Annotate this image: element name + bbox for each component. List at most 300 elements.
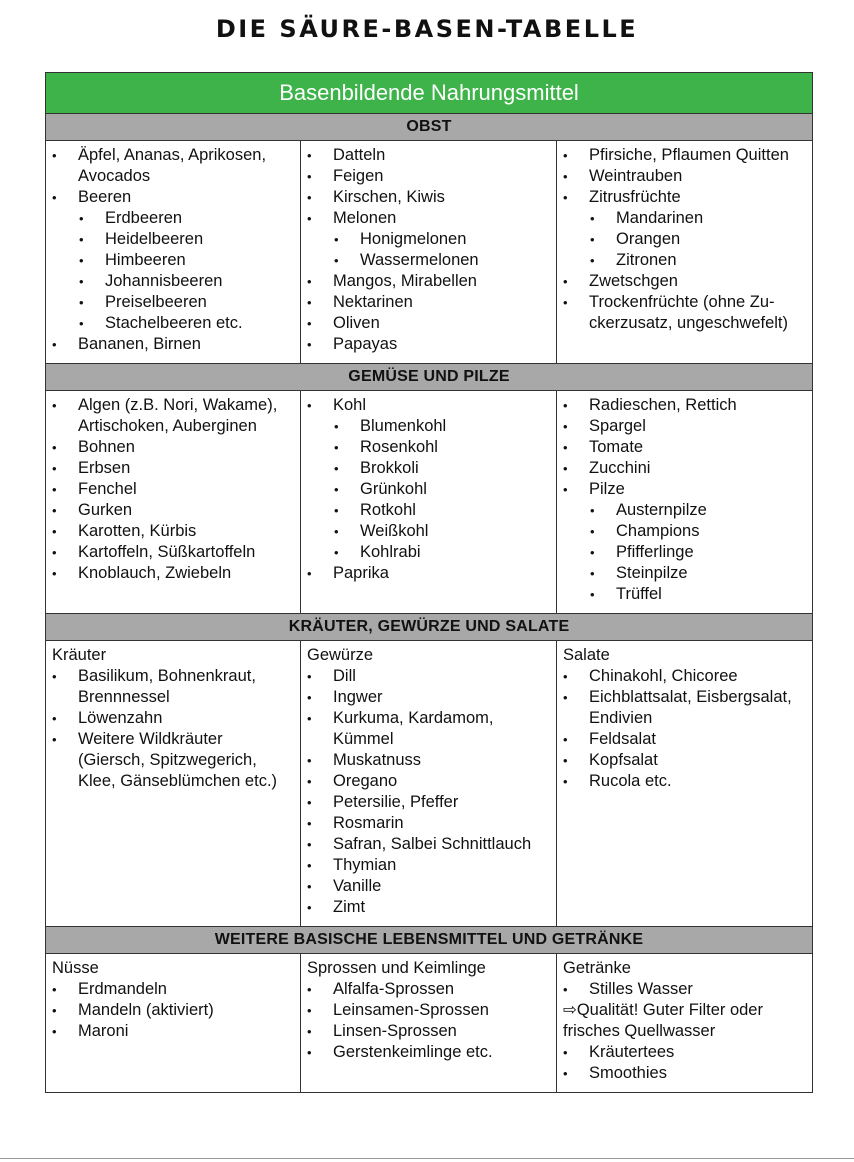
list-item <box>52 416 296 437</box>
list-item-text: Grünkohl <box>360 480 427 498</box>
list-item-text: Basilikum, Bohnenkraut, <box>78 667 256 685</box>
bullet-icon: • <box>563 274 568 289</box>
list-item <box>563 1021 808 1042</box>
list-item-text: Thymian <box>333 856 397 874</box>
list-item <box>563 1000 808 1021</box>
list-item-text: Weißkohl <box>360 522 429 540</box>
list-item-text: Vanille <box>333 877 382 895</box>
list-item-text: Maroni <box>78 1022 129 1040</box>
list-item <box>52 479 296 500</box>
list-item <box>563 395 808 416</box>
list-item-text: Bananen, Birnen <box>78 335 201 353</box>
bullet-icon: • <box>334 482 339 497</box>
list-item <box>563 500 808 521</box>
list-item <box>307 542 552 563</box>
bullet-icon: • <box>52 190 57 205</box>
bullet-icon: • <box>563 148 568 163</box>
bullet-icon: • <box>307 900 312 915</box>
list-item <box>307 145 552 166</box>
list-item-text: Erbsen <box>78 459 131 477</box>
list-item <box>52 187 296 208</box>
list-item <box>563 229 808 250</box>
list-item-text: Orangen <box>616 230 681 248</box>
list-item-text: Bohnen <box>78 438 135 456</box>
list-item <box>52 729 296 750</box>
bullet-icon: • <box>79 316 84 331</box>
list-item-text: Rosenkohl <box>360 438 438 456</box>
list-item-text: Kohl <box>333 396 367 414</box>
list-item-text: Safran, Salbei Schnittlauch <box>333 835 532 853</box>
list-item-text: Mangos, Mirabellen <box>333 272 477 290</box>
list-item-text: Kräutertees <box>589 1043 675 1061</box>
item-list <box>563 145 808 334</box>
list-item-text: Honigmelonen <box>360 230 467 248</box>
bullet-icon: • <box>563 440 568 455</box>
list-item-text: Zimt <box>333 898 366 916</box>
column-label: Salate <box>563 646 610 664</box>
list-item <box>563 458 808 479</box>
bullet-icon: • <box>563 398 568 413</box>
list-item-text: Pilze <box>589 480 625 498</box>
bullet-icon: • <box>307 858 312 873</box>
bullet-icon: • <box>52 982 57 997</box>
list-item <box>52 458 296 479</box>
bullet-icon: • <box>590 253 595 268</box>
list-item <box>307 292 552 313</box>
bullet-icon: • <box>307 774 312 789</box>
list-item <box>307 708 552 729</box>
bullet-icon: • <box>307 690 312 705</box>
list-item-text: Oregano <box>333 772 398 790</box>
list-item <box>563 292 808 313</box>
list-item-text: Erdbeeren <box>105 209 183 227</box>
section-heading-gemuese-und-pilze: GEMÜSE UND PILZE <box>46 364 813 391</box>
list-item <box>563 563 808 584</box>
list-item <box>307 855 552 876</box>
bullet-icon: • <box>307 837 312 852</box>
list-item <box>307 437 552 458</box>
list-item-text: Fenchel <box>78 480 137 498</box>
bullet-icon: • <box>334 524 339 539</box>
list-item <box>307 792 552 813</box>
list-item-text: Erdmandeln <box>78 980 167 998</box>
bullet-icon: • <box>307 982 312 997</box>
list-item <box>52 1000 296 1021</box>
list-item <box>52 145 296 166</box>
list-item <box>563 1063 808 1084</box>
bullet-icon: • <box>307 1003 312 1018</box>
section-obst-column-1 <box>46 141 301 364</box>
list-item-text: Muskatnuss <box>333 751 422 769</box>
list-item-text: Kümmel <box>333 730 394 748</box>
list-item-text: Preiselbeeren <box>105 293 207 311</box>
column-label: Gewürze <box>307 646 374 664</box>
list-item <box>307 813 552 834</box>
bullet-icon: • <box>52 669 57 684</box>
list-item-text: Pfirsiche, Pflaumen Quitten <box>589 146 789 164</box>
bullet-icon: • <box>52 711 57 726</box>
list-item-text: Weitere Wildkräuter <box>78 730 223 748</box>
list-item <box>563 208 808 229</box>
list-item <box>52 563 296 584</box>
list-item-text: Avocados <box>78 167 151 185</box>
list-item-text: Leinsamen-Sprossen <box>333 1001 489 1019</box>
bullet-icon: • <box>52 337 57 352</box>
list-item <box>307 1000 552 1021</box>
list-item <box>307 479 552 500</box>
list-item-text: Dill <box>333 667 356 685</box>
section-gemuese-und-pilze-column-2 <box>301 391 557 614</box>
list-item-text: frisches Quellwasser <box>563 1022 716 1040</box>
section-obst-column-3 <box>557 141 813 364</box>
list-item-text: Nektarinen <box>333 293 413 311</box>
list-item <box>307 750 552 771</box>
list-item <box>307 416 552 437</box>
list-item-text: Linsen-Sprossen <box>333 1022 457 1040</box>
bullet-icon: • <box>590 503 595 518</box>
list-item-text: Brokkoli <box>360 459 419 477</box>
list-item-text: Beeren <box>78 188 132 206</box>
column-label: Kräuter <box>52 646 107 664</box>
bullet-icon: • <box>563 461 568 476</box>
list-item <box>307 1021 552 1042</box>
list-item <box>563 479 808 500</box>
list-item <box>307 500 552 521</box>
section-kraeuter-gewuerze-und-salate-column-2 <box>301 641 557 927</box>
bullet-icon: • <box>563 1045 568 1060</box>
list-item <box>563 437 808 458</box>
list-item-text: Zucchini <box>589 459 651 477</box>
item-list <box>307 666 552 918</box>
list-item-text: Klee, Gänseblümchen etc.) <box>78 772 278 790</box>
list-item <box>563 687 808 708</box>
list-item <box>307 687 552 708</box>
list-item <box>563 521 808 542</box>
list-item-text: Feldsalat <box>589 730 656 748</box>
bullet-icon: • <box>334 232 339 247</box>
bullet-icon: • <box>79 232 84 247</box>
list-item <box>307 521 552 542</box>
bullet-icon: • <box>52 524 57 539</box>
item-list <box>52 145 296 355</box>
list-item <box>52 334 296 355</box>
list-item-text: Smoothies <box>589 1064 667 1082</box>
list-item-text: Äpfel, Ananas, Aprikosen, <box>78 146 267 164</box>
list-item-text: ⇨Qualität! Guter Filter oder <box>563 1001 763 1019</box>
list-item <box>52 1021 296 1042</box>
list-item-text: Algen (z.B. Nori, Wakame), <box>78 396 278 414</box>
section-weitere-basische-lebensmittel-und-getraenke-column-2 <box>301 954 557 1093</box>
bullet-icon: • <box>307 711 312 726</box>
bullet-icon: • <box>590 545 595 560</box>
item-list <box>563 395 808 605</box>
list-item-text: ckerzusatz, ungeschwefelt) <box>589 314 789 332</box>
list-item-text: Karotten, Kürbis <box>78 522 197 540</box>
bullet-icon: • <box>79 211 84 226</box>
bullet-icon: • <box>307 190 312 205</box>
list-item <box>563 1042 808 1063</box>
section-kraeuter-gewuerze-und-salate-column-1 <box>46 641 301 927</box>
list-item-text: Mandarinen <box>616 209 704 227</box>
list-item-text: Pfifferlinge <box>616 543 694 561</box>
list-item <box>563 271 808 292</box>
bullet-icon: • <box>52 461 57 476</box>
acid-base-table <box>45 72 813 1093</box>
item-list <box>52 666 296 792</box>
list-item <box>307 334 552 355</box>
list-item-text: Weintrauben <box>589 167 683 185</box>
list-item-text: Radieschen, Rettich <box>589 396 737 414</box>
bullet-icon: • <box>307 169 312 184</box>
list-item-text: Johannisbeeren <box>105 272 223 290</box>
table-banner: Basenbildende Nahrungsmittel <box>46 73 813 114</box>
list-item <box>52 771 296 792</box>
section-heading-obst: OBST <box>46 114 813 141</box>
list-item-text: Wassermelonen <box>360 251 479 269</box>
bullet-icon: • <box>307 211 312 226</box>
list-item-text: Kartoffeln, Süßkartoffeln <box>78 543 256 561</box>
bullet-icon: • <box>52 398 57 413</box>
list-item-text: Oliven <box>333 314 380 332</box>
list-item <box>52 687 296 708</box>
bullet-icon: • <box>334 545 339 560</box>
column-label: Getränke <box>563 959 631 977</box>
list-item <box>307 229 552 250</box>
bullet-icon: • <box>307 795 312 810</box>
list-item-text: Kirschen, Kiwis <box>333 188 445 206</box>
list-item <box>563 584 808 605</box>
list-item <box>563 979 808 1000</box>
list-item <box>307 979 552 1000</box>
list-item <box>307 395 552 416</box>
list-item <box>52 666 296 687</box>
list-item <box>307 166 552 187</box>
section-weitere-basische-lebensmittel-und-getraenke-column-3 <box>557 954 813 1093</box>
list-item <box>52 979 296 1000</box>
bullet-icon: • <box>52 545 57 560</box>
bullet-icon: • <box>52 732 57 747</box>
list-item-text: Knoblauch, Zwiebeln <box>78 564 232 582</box>
list-item <box>307 666 552 687</box>
list-item-text: Zitronen <box>616 251 677 269</box>
list-item-text: Chinakohl, Chicoree <box>589 667 738 685</box>
list-item-text: Ingwer <box>333 688 383 706</box>
list-item <box>307 876 552 897</box>
list-item <box>52 208 296 229</box>
bullet-icon: • <box>52 148 57 163</box>
list-item-text: Datteln <box>333 146 386 164</box>
item-list <box>307 145 552 355</box>
bullet-icon: • <box>307 669 312 684</box>
list-item <box>52 271 296 292</box>
section-obst-column-2 <box>301 141 557 364</box>
bullet-icon: • <box>563 690 568 705</box>
item-list <box>52 979 296 1042</box>
bullet-icon: • <box>334 253 339 268</box>
bullet-icon: • <box>307 316 312 331</box>
bullet-icon: • <box>590 587 595 602</box>
bullet-icon: • <box>307 566 312 581</box>
bullet-icon: • <box>307 274 312 289</box>
list-item-text: Champions <box>616 522 700 540</box>
list-item <box>563 708 808 729</box>
list-item <box>52 542 296 563</box>
section-heading-weitere-basische-lebensmittel-und-getraenke: WEITERE BASISCHE LEBENSMITTEL UND GETRÄNKE <box>46 927 813 954</box>
list-item <box>307 208 552 229</box>
list-item-text: Tomate <box>589 438 644 456</box>
item-list <box>307 979 552 1063</box>
list-item <box>52 708 296 729</box>
bullet-icon: • <box>590 211 595 226</box>
bullet-icon: • <box>563 295 568 310</box>
page-title: DIE SÄURE-BASEN-TABELLE <box>215 15 639 43</box>
bullet-icon: • <box>307 1024 312 1039</box>
list-item <box>563 729 808 750</box>
bullet-icon: • <box>563 419 568 434</box>
list-item-text: Löwenzahn <box>78 709 163 727</box>
bullet-icon: • <box>52 1024 57 1039</box>
bullet-icon: • <box>563 982 568 997</box>
bottom-rule <box>0 1158 854 1159</box>
list-item-text: Endivien <box>589 709 653 727</box>
list-item-text: Stachelbeeren etc. <box>105 314 243 332</box>
list-item <box>563 771 808 792</box>
list-item-text: Alfalfa-Sprossen <box>333 980 455 998</box>
list-item <box>307 250 552 271</box>
list-item <box>52 292 296 313</box>
list-item-text: Rotkohl <box>360 501 416 519</box>
section-heading-kraeuter-gewuerze-und-salate: KRÄUTER, GEWÜRZE UND SALATE <box>46 614 813 641</box>
list-item <box>563 416 808 437</box>
item-list <box>563 979 808 1084</box>
bullet-icon: • <box>563 482 568 497</box>
list-item <box>563 145 808 166</box>
bullet-icon: • <box>79 274 84 289</box>
list-item <box>307 458 552 479</box>
bullet-icon: • <box>307 753 312 768</box>
list-item <box>52 229 296 250</box>
list-item-text: Zitrusfrüchte <box>589 188 681 206</box>
list-item-text: Zwetschgen <box>589 272 678 290</box>
list-item <box>307 771 552 792</box>
list-item-text: Mandeln (aktiviert) <box>78 1001 214 1019</box>
bullet-icon: • <box>590 232 595 247</box>
item-list <box>52 395 296 584</box>
list-item <box>563 250 808 271</box>
bullet-icon: • <box>563 669 568 684</box>
section-weitere-basische-lebensmittel-und-getraenke-column-1 <box>46 954 301 1093</box>
bullet-icon: • <box>334 461 339 476</box>
section-gemuese-und-pilze-column-1 <box>46 391 301 614</box>
list-item <box>563 166 808 187</box>
bullet-icon: • <box>563 1066 568 1081</box>
list-item <box>563 313 808 334</box>
item-list <box>307 395 552 584</box>
list-item <box>563 187 808 208</box>
bullet-icon: • <box>334 503 339 518</box>
section-gemuese-und-pilze-column-3 <box>557 391 813 614</box>
bullet-icon: • <box>563 190 568 205</box>
item-list <box>563 666 808 792</box>
bullet-icon: • <box>52 503 57 518</box>
list-item-text: Petersilie, Pfeffer <box>333 793 459 811</box>
list-item-text: Artischoken, Auberginen <box>78 417 257 435</box>
list-item <box>307 729 552 750</box>
list-item <box>563 666 808 687</box>
bullet-icon: • <box>307 879 312 894</box>
list-item-text: Gurken <box>78 501 133 519</box>
bullet-icon: • <box>563 732 568 747</box>
bullet-icon: • <box>307 148 312 163</box>
column-label: Nüsse <box>52 959 99 977</box>
list-item <box>563 750 808 771</box>
list-item-text: Rosmarin <box>333 814 404 832</box>
bullet-icon: • <box>52 566 57 581</box>
list-item-text: Himbeeren <box>105 251 186 269</box>
bullet-icon: • <box>307 398 312 413</box>
list-item-text: Trockenfrüchte (ohne Zu- <box>589 293 775 311</box>
bullet-icon: • <box>79 253 84 268</box>
bullet-icon: • <box>52 1003 57 1018</box>
column-label: Sprossen und Keimlinge <box>307 959 486 977</box>
bullet-icon: • <box>79 295 84 310</box>
list-item-text: Rucola etc. <box>589 772 672 790</box>
list-item-text: Melonen <box>333 209 397 227</box>
bullet-icon: • <box>563 169 568 184</box>
bullet-icon: • <box>52 482 57 497</box>
bullet-icon: • <box>334 440 339 455</box>
bullet-icon: • <box>307 816 312 831</box>
list-item-text: Steinpilze <box>616 564 688 582</box>
list-item-text: Blumenkohl <box>360 417 447 435</box>
list-item-text: Heidelbeeren <box>105 230 204 248</box>
list-item-text: Spargel <box>589 417 646 435</box>
list-item-text: Trüffel <box>616 585 662 603</box>
bullet-icon: • <box>307 1045 312 1060</box>
section-kraeuter-gewuerze-und-salate-column-3 <box>557 641 813 927</box>
list-item <box>52 166 296 187</box>
list-item-text: Kohlrabi <box>360 543 421 561</box>
list-item <box>52 521 296 542</box>
list-item <box>307 187 552 208</box>
list-item-text: Brennnessel <box>78 688 170 706</box>
bullet-icon: • <box>563 774 568 789</box>
bullet-icon: • <box>563 753 568 768</box>
bullet-icon: • <box>307 337 312 352</box>
list-item <box>563 542 808 563</box>
list-item-text: Paprika <box>333 564 389 582</box>
bullet-icon: • <box>307 295 312 310</box>
list-item-text: (Giersch, Spitzwegerich, <box>78 751 257 769</box>
list-item-text: Gerstenkeimlinge etc. <box>333 1043 493 1061</box>
list-item <box>307 313 552 334</box>
list-item-text: Kopfsalat <box>589 751 658 769</box>
list-item-text: Eichblattsalat, Eisbergsalat, <box>589 688 792 706</box>
list-item-text: Feigen <box>333 167 384 185</box>
list-item <box>307 563 552 584</box>
list-item <box>52 750 296 771</box>
list-item-text: Austernpilze <box>616 501 707 519</box>
list-item <box>307 1042 552 1063</box>
list-item-text: Papayas <box>333 335 398 353</box>
list-item <box>52 250 296 271</box>
list-item <box>307 897 552 918</box>
list-item <box>52 437 296 458</box>
list-item-text: Kurkuma, Kardamom, <box>333 709 494 727</box>
bullet-icon: • <box>52 440 57 455</box>
list-item-text: Stilles Wasser <box>589 980 693 998</box>
bullet-icon: • <box>334 419 339 434</box>
